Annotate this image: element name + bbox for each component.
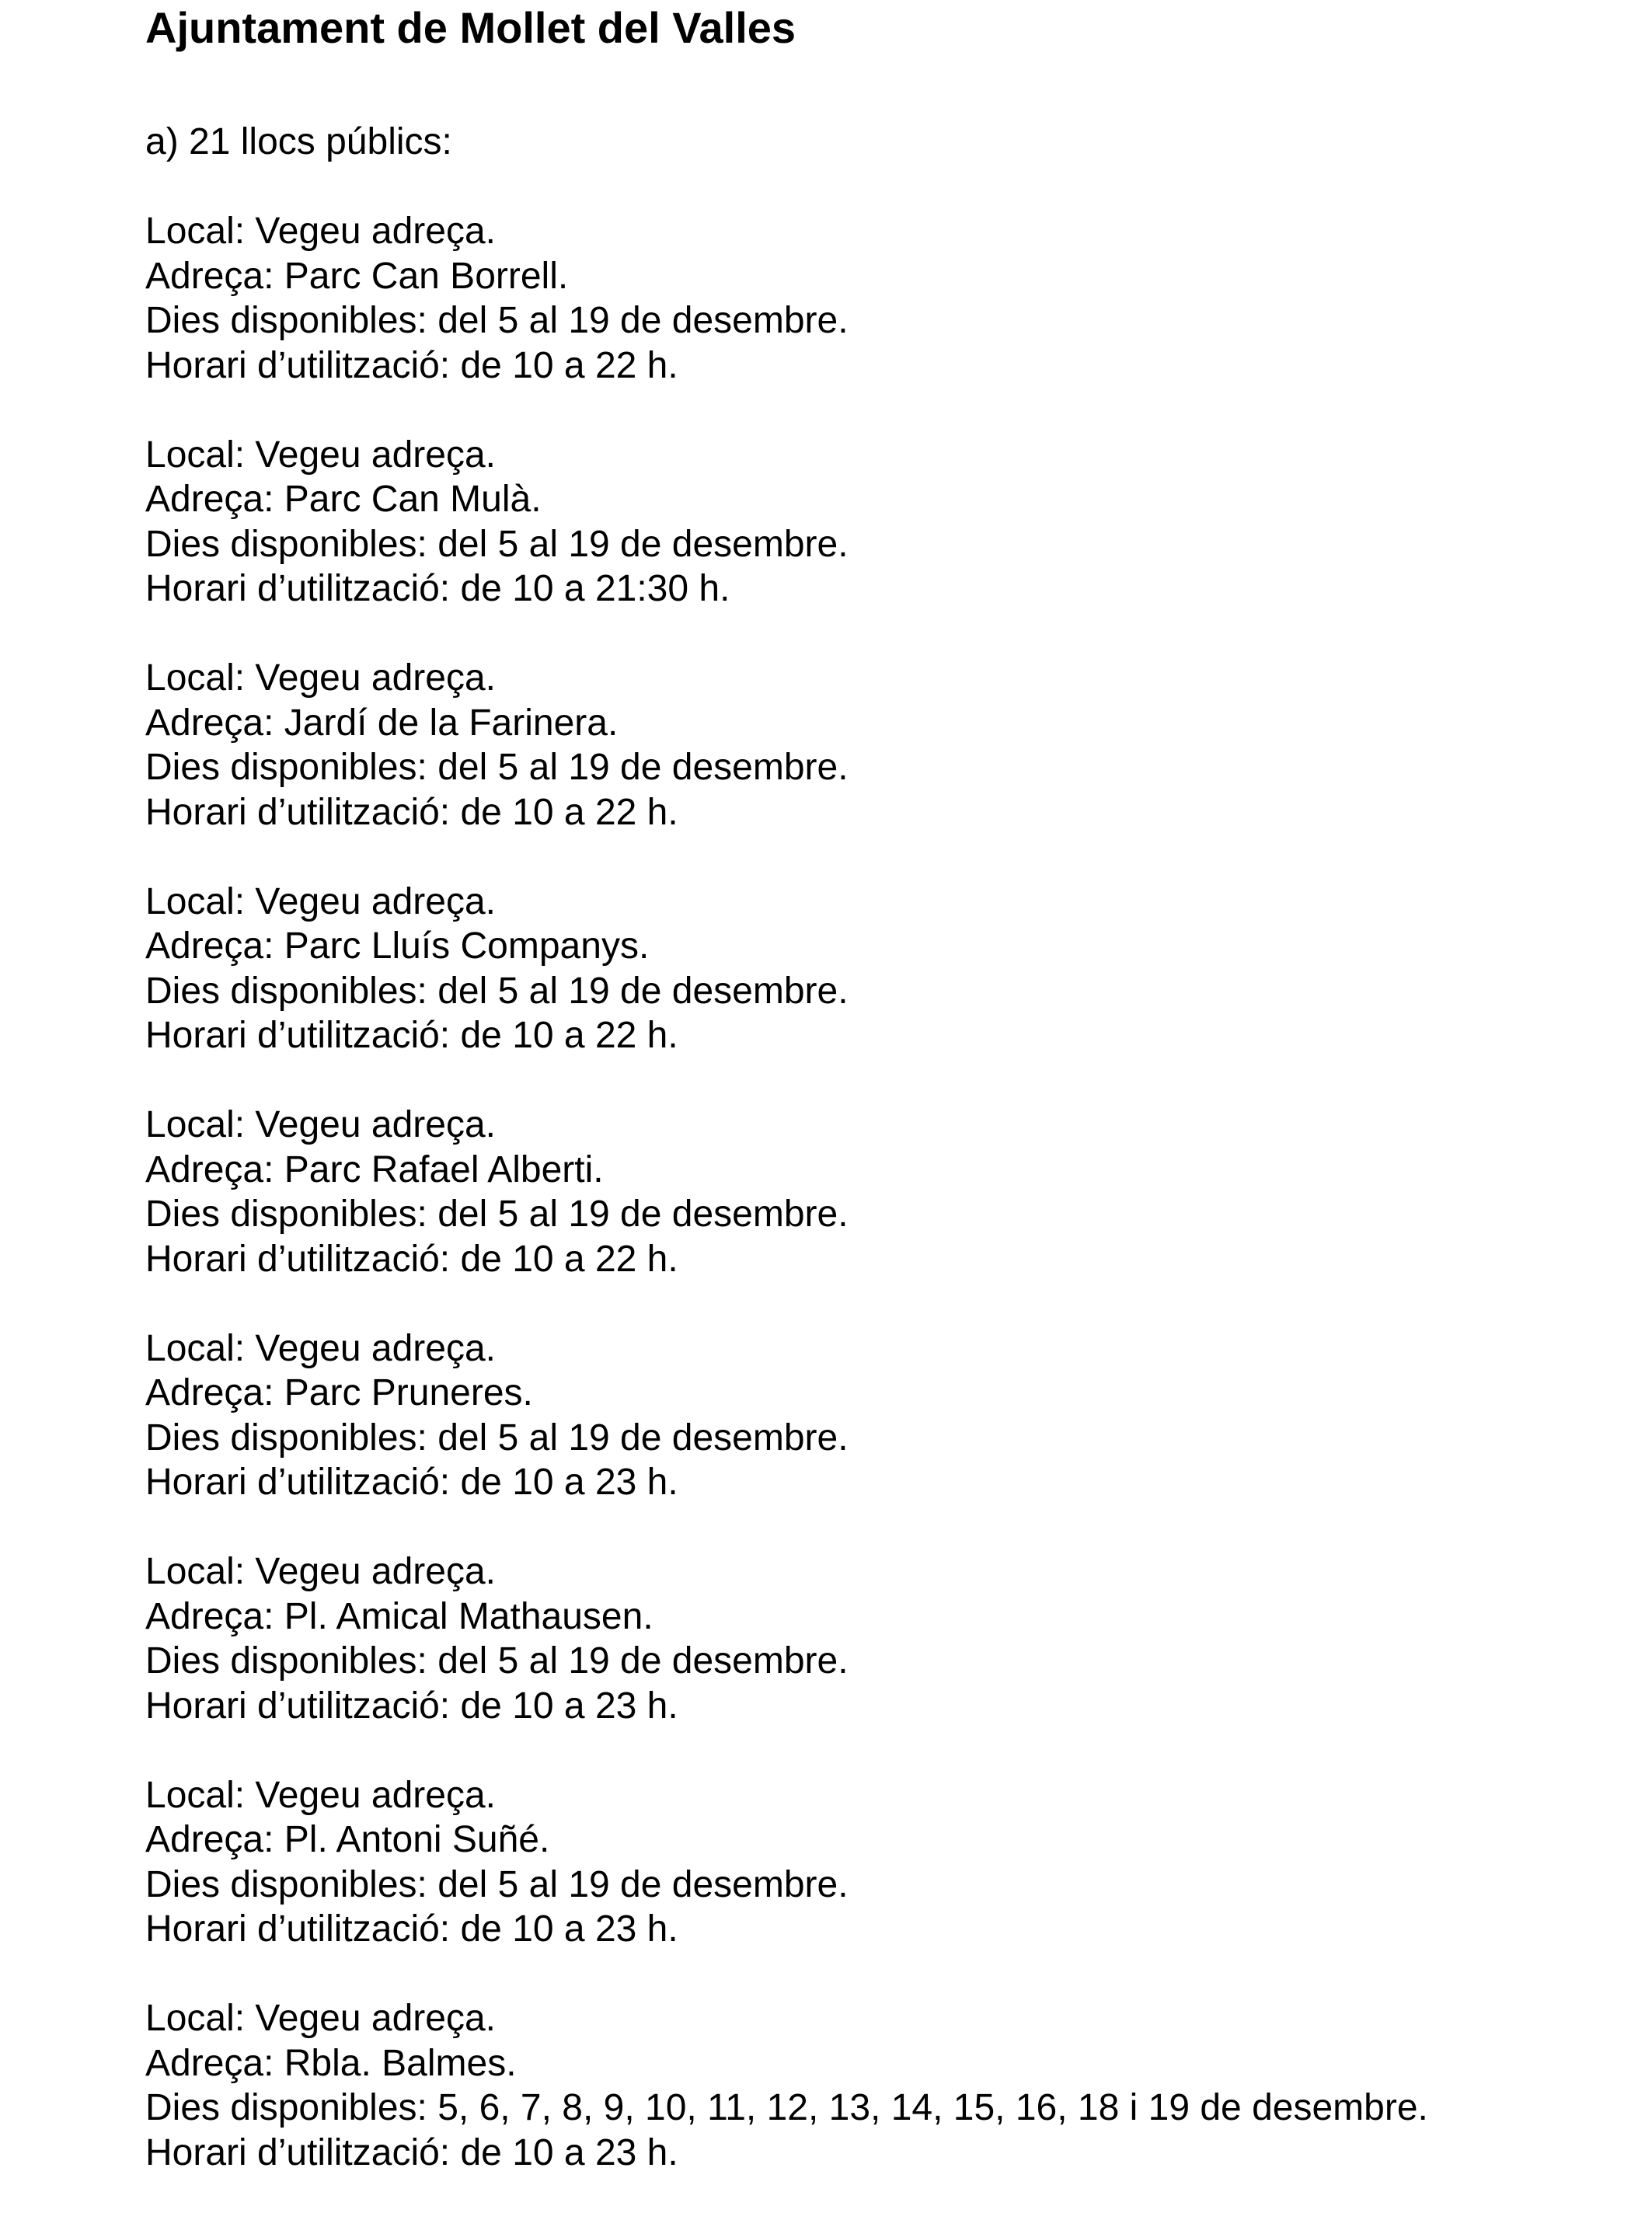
entry-address: Adreça: Parc Rafael Alberti. xyxy=(145,1148,604,1190)
entry-address: Adreça: Parc Can Mulà. xyxy=(145,479,542,520)
entry-local: Local: Vegeu adreça. xyxy=(145,657,497,699)
list-item xyxy=(145,1773,1622,1952)
entry-days: Dies disponibles: del 5 al 19 de desembre. xyxy=(145,523,849,565)
entry-hours: Horari d’utilització: de 10 a 22 h. xyxy=(145,791,678,833)
entry-local: Local: Vegeu adreça. xyxy=(145,1774,497,1816)
entry-local: Local: Vegeu adreça. xyxy=(145,1104,497,1145)
entry-address: Adreça: Parc Can Borrell. xyxy=(145,255,569,297)
entry-hours: Horari d’utilització: de 10 a 22 h. xyxy=(145,344,678,386)
list-item xyxy=(145,656,1622,835)
entry-address: Adreça: Rbla. Balmes. xyxy=(145,2042,517,2084)
entry-local: Local: Vegeu adreça. xyxy=(145,434,497,476)
entry-days: Dies disponibles: del 5 al 19 de desembre. xyxy=(145,1417,849,1459)
section-heading: a) 21 llocs públics: xyxy=(145,121,452,162)
entry-local: Local: Vegeu adreça. xyxy=(145,211,497,252)
entry-local: Local: Vegeu adreça. xyxy=(145,880,497,922)
entry-address: Adreça: Jardí de la Farinera. xyxy=(145,702,619,744)
entry-days: Dies disponibles: 5, 6, 7, 8, 9, 10, 11, 12, 13, 14, 15, 16, 18 i 19 de desembre. xyxy=(145,2087,1428,2128)
list-item xyxy=(145,209,1622,388)
document-title: Ajuntament de Mollet del Valles xyxy=(145,3,796,52)
entry-address: Adreça: Parc Lluís Companys. xyxy=(145,925,650,967)
entry-local: Local: Vegeu adreça. xyxy=(145,1551,497,1592)
entry-local: Local: Vegeu adreça. xyxy=(145,1998,497,2039)
entry-hours: Horari d’utilització: de 10 a 23 h. xyxy=(145,2131,678,2173)
list-item xyxy=(145,433,1622,612)
document-page xyxy=(145,0,1622,2220)
entry-days: Dies disponibles: del 5 al 19 de desembre. xyxy=(145,970,849,1012)
entry-list xyxy=(145,209,1622,2175)
list-item xyxy=(145,1326,1622,1505)
entry-hours: Horari d’utilització: de 10 a 23 h. xyxy=(145,1462,678,1503)
entry-address: Adreça: Pl. Antoni Suñé. xyxy=(145,1819,550,1860)
entry-days: Dies disponibles: del 5 al 19 de desembre. xyxy=(145,1863,849,1905)
entry-address: Adreça: Pl. Amical Mathausen. xyxy=(145,1595,653,1637)
entry-days: Dies disponibles: del 5 al 19 de desembre. xyxy=(145,1194,849,1235)
entry-hours: Horari d’utilització: de 10 a 22 h. xyxy=(145,1238,678,1280)
entry-hours: Horari d’utilització: de 10 a 22 h. xyxy=(145,1015,678,1056)
entry-hours: Horari d’utilització: de 10 a 23 h. xyxy=(145,1908,678,1950)
list-item xyxy=(145,880,1622,1058)
entry-days: Dies disponibles: del 5 al 19 de desembre. xyxy=(145,300,849,341)
list-item xyxy=(145,1103,1622,1281)
entry-local: Local: Vegeu adreça. xyxy=(145,1327,497,1369)
entry-days: Dies disponibles: del 5 al 19 de desembre. xyxy=(145,1640,849,1682)
list-item xyxy=(145,1996,1622,2175)
entry-hours: Horari d’utilització: de 10 a 21:30 h. xyxy=(145,568,730,609)
entry-hours: Horari d’utilització: de 10 a 23 h. xyxy=(145,1685,678,1727)
entry-address: Adreça: Parc Pruneres. xyxy=(145,1372,533,1413)
entry-days: Dies disponibles: del 5 al 19 de desembre. xyxy=(145,747,849,788)
list-item xyxy=(145,1549,1622,1728)
